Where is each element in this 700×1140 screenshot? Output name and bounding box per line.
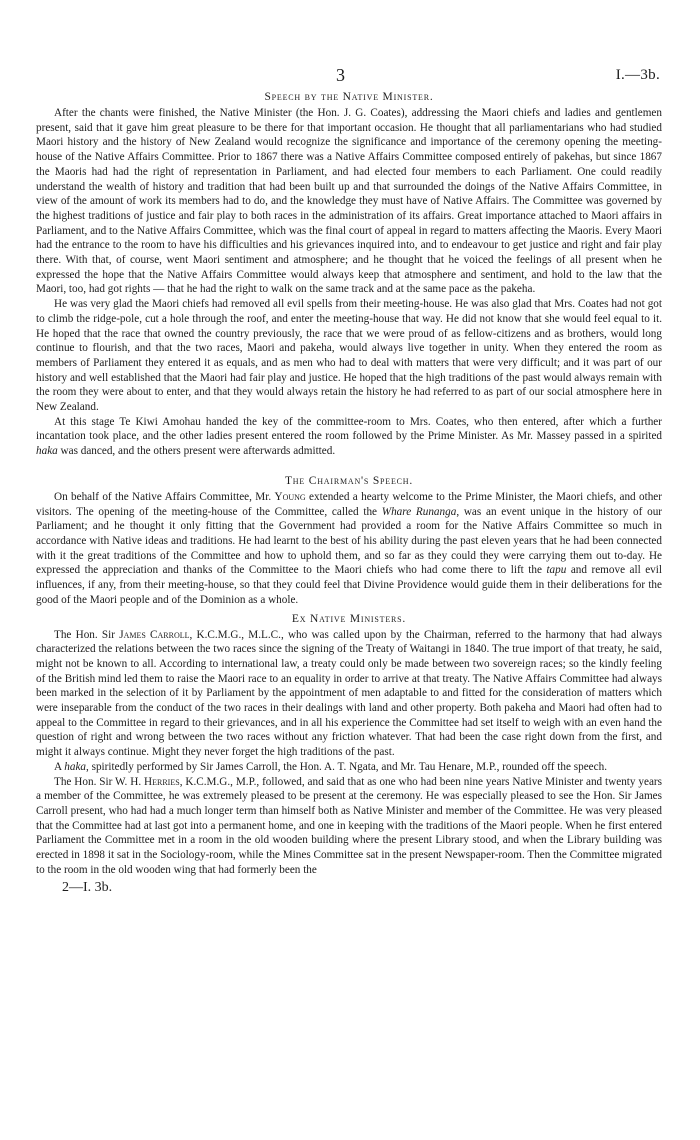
text-run: , K.C.M.G., M.L.C., who was called upon by the Chairman, referred to the harmony that had always characterized the relations between the two races since the signing of the Treaty of Waitangi in 1840. The true import of that treaty, he said, might not be known to all. According to international law, a treaty could only be made between two sovereign races; so the kindly feeling of the British mind led them to raise the Maori race to an equality in order to arrive at that treaty. The Native Affairs Committee had always been marked in the selection of it by Parliament by the appointment of men adaptable to and fitted for the consideration of matters which were inseparable from the conduct of the two races in their dealings with land and other property. Both pakeha and Maori had often had to appeal to the Committee in regard to their grievances, and in all his experience the Committee had set itself to weigh with an even hand the question of right and wrong between the two races without any friction whatever. That had been the case right down from the first, and might it always continue. Might they never forget the high traditions of the past.: [36, 628, 663, 759]
section-heading-ex-ministers: Ex Native Ministers.: [291, 612, 407, 625]
text-run: , was an event unique in the history of our Parliament; and he thought it only fitting that the Government had provided a room for the Native Affairs Committee so much in accordance with Native ideas and traditions. He had learnt to the best of his ability during the past eleven years that he had been connected with it the great traditions of the Committee and how to uphold them, and so far as they could they were carrying them out to-day. He expressed the appreciation and thanks of the Committee to the Maori chiefs who had come there to lift the: [36, 505, 663, 577]
paragraph: [36, 415, 662, 459]
text-run: and remove all evil influences, if any, from their meeting-house, so that they could feel that Divine Providence would guide them in their deliberations for the good of the Maori people and of the Dominion as a whole.: [36, 564, 662, 606]
italic-term: Whare Runanga: [381, 505, 457, 518]
paragraph: [36, 490, 662, 608]
text-run: The Hon. Sir W. H.: [54, 775, 145, 788]
person-name: James Carroll: [119, 628, 190, 641]
paragraph: He was very glad the Maori chiefs had removed all evil spells from their meeting-house. He was also glad that Mrs. Coates had not got to climb the ridge-pole, cut a hole through the roof, and enter the meeting-house that way. He did not know that she would feel equal to it. He hoped that the race that owned the country previously, the race that we were proud of as fellow-citizens and as brothers, would long continue to flourish, and that the two races, Maori and pakeha, would always live together in unity. When they entered the room as members of Parliament they entered it as equals, and as men who had to deal with matters that were very difficult; and it was part of our history and well established that the Maori had fair play and justice. He hoped that the high traditions of the past would always remain with the room they were about to enter, and that they would always retain the history he had referred to as part of our social atmosphere here in New Zealand.: [36, 298, 662, 414]
section-heading-native-minister: Speech by the Native Minister.: [264, 91, 434, 103]
paragraph: After the chants were finished, the Native Minister (the Hon. J. G. Coates), addressing the Maori chiefs and ladies and gentlemen present, said that it gave him great pleasure to be there for that important occasion. He thought that all parliamentarians who had studied Maori history and the history of New Zealand would recognize the significance and importance of the ceremony opening the meeting-house of the Native Affairs Committee. Prior to 1867 there was a Native Affairs Committee composed entirely of pakehas, but since 1867 the Maoris had had the right of representation in Parliament, and had elected four members to each Parliament. One could readily understand the wealth of history and tradition that had been built up and that surrounded the doings of the Native Affairs Committee, in view of the amount of work its members had to do, and the knowledge they must have of Native Affairs. The Committee was governed by the highest traditions of justice and fair play to both races in the administration of its affairs. Great importance attached to Maori affairs in Parliament, and to the Native Affairs Committee, which was the final court of appeal in regard to matters affecting the Maoris. Every Maori had the entrance to the room to have his difficulties and his grievances inquired into, and to endeavour to get justice and right and fair play there. With that, of course, went Maori sentiment and atmosphere; and he thought that he voiced the feelings of all present when he expressed the hope that the Native Affairs Committee would always keep that atmosphere and sentiment, and hold to the law that the Maori, too, had got rights — that he had the right to walk on the same track and at the same pace as the pakeha.: [36, 107, 662, 296]
document-page: [36, 64, 662, 897]
text-run: , K.C.M.G., M.P., followed, and said that as one who had been nine years Native Minister and twenty years a member of the Committee, he was extremely pleased to be present at the ceremony. He was especially pleased to see the Hon. Sir James Carroll present, who had had a much longer term than himself both as Native Minister and member of the Committee. He was very pleased that the Committee had at last got into a permanent home, and one in keeping with the traditions of the Maori people. When he first entered Parliament the Committee met in a room in the old wooden building where the present Library stood, and when the Library building was erected in 1898 it sat in the Sociology-room, while the Mines Committee sat in the present Newspaper-room. Then the Committee migrated to the room in the old wooden wing that had formerly been the: [36, 775, 662, 876]
text-run: was danced, and the others present were afterwards admitted.: [57, 445, 336, 458]
signature-code: 2—I. 3b.: [62, 880, 113, 896]
person-name: Herries: [144, 775, 180, 788]
text-run: At this stage Te Kiwi Amohau handed the key of the committee-room to Mrs. Coates, who then entered, after which a further incantation took place, and the other ladies present entered the room followed by the Prime Minister. As Mr. Massey passed in a spirited: [36, 415, 662, 443]
italic-term: haka: [64, 760, 87, 773]
page-header: [36, 64, 662, 90]
paragraph: [36, 760, 662, 775]
page-number: 3: [336, 65, 345, 85]
text-run: A: [54, 760, 65, 773]
italic-term: haka: [36, 445, 58, 458]
italic-term: tapu: [546, 564, 567, 577]
document-code: I.—3b.: [615, 67, 660, 83]
person-name: Young: [274, 490, 306, 503]
section-heading-chairman: The Chairman's Speech.: [284, 474, 414, 487]
paragraph: [36, 628, 662, 760]
text-run: , spiritedly performed by Sir James Carroll, the Hon. A. T. Ngata, and Mr. Tau Henare, M.P., rounded off the speech.: [86, 760, 607, 773]
text-run: extended a hearty welcome to the Prime Minister, the Maori chiefs, and other visitors. The opening of the meeting-house of the Committee, called the: [36, 490, 662, 518]
text-run: The Hon. Sir: [54, 628, 120, 641]
paragraph: [36, 775, 662, 878]
text-run: On behalf of the Native Affairs Committee, Mr.: [54, 490, 275, 503]
